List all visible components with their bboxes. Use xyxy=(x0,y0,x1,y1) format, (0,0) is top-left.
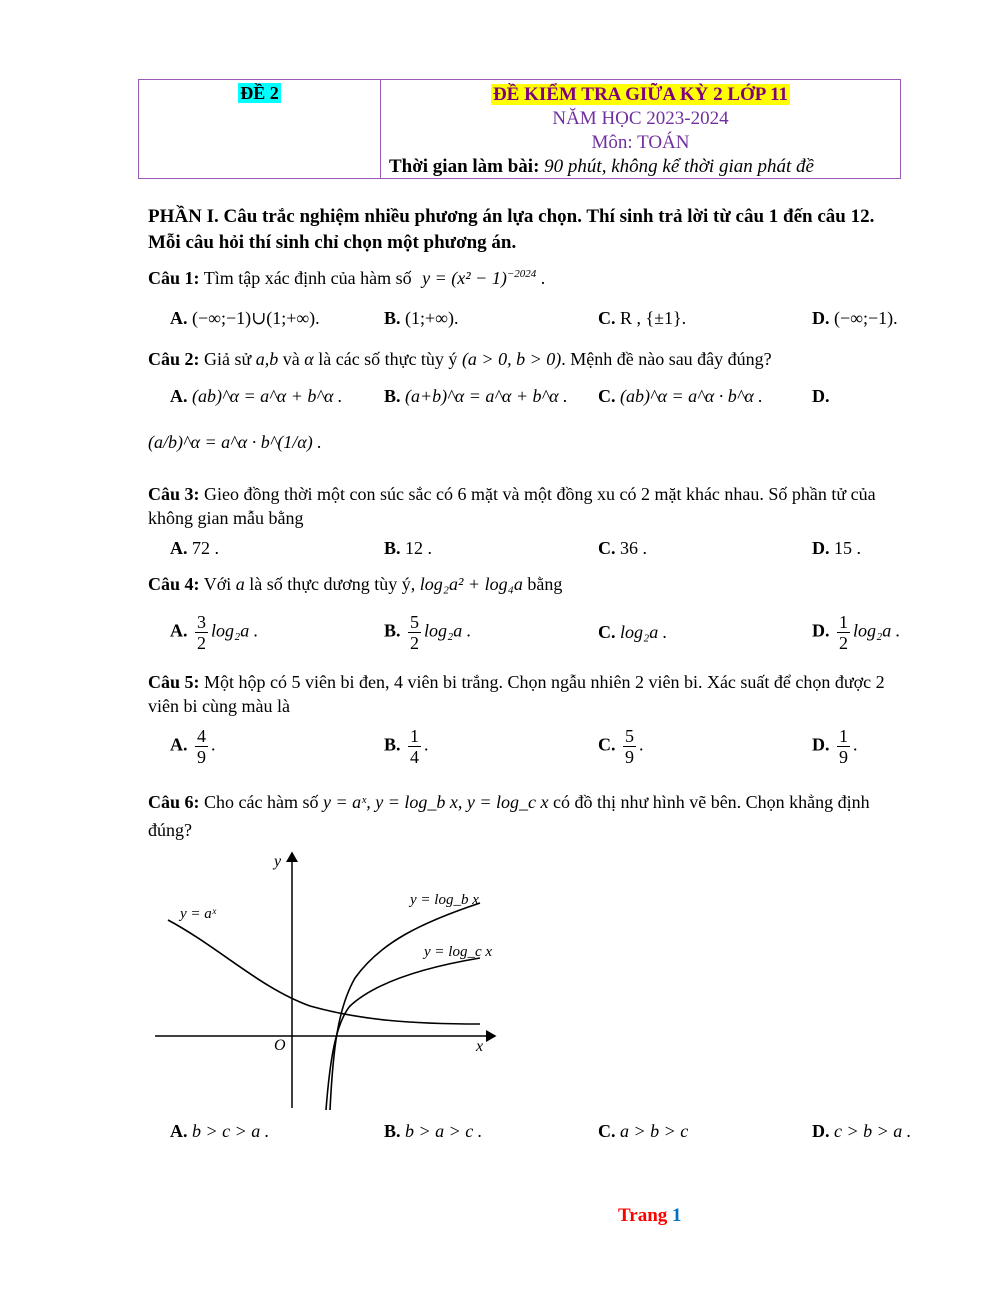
q4-var: a xyxy=(235,574,245,594)
q2-b-label: B. xyxy=(384,386,401,406)
q4-d-den: 2 xyxy=(839,633,848,653)
q6-option-a[interactable] xyxy=(170,1121,269,1142)
q5-b-den: 4 xyxy=(410,747,420,767)
q5-a-fraction xyxy=(195,726,208,767)
q4-a-num: 3 xyxy=(197,612,206,632)
q6-option-b[interactable] xyxy=(384,1121,482,1142)
q1-text: Tìm tập xác định của hàm số xyxy=(203,268,412,288)
q4-b-fraction xyxy=(408,612,421,653)
q5-option-b[interactable]: B. $\frac{1}{4}$ . xyxy=(384,726,429,767)
curve-b-label: y = log_b x xyxy=(410,892,479,908)
q5-d-den: 9 xyxy=(839,747,848,767)
q1-option-d[interactable] xyxy=(812,308,898,329)
q4-b-log: log₂a . xyxy=(424,620,472,641)
q4-a-fraction xyxy=(195,612,208,653)
q4-d-num: 1 xyxy=(839,612,848,632)
q4-d-log: log₂a . xyxy=(853,620,901,641)
q2-c-text: (ab)^α = a^α · b^α . xyxy=(620,386,763,406)
q5-c-fraction xyxy=(623,726,636,767)
q6-d-label: D. xyxy=(812,1121,830,1141)
question-6 xyxy=(148,788,918,844)
q6-a-text: b > c > a . xyxy=(192,1121,270,1141)
q3-b-text: 12 . xyxy=(405,538,433,558)
curve-log-b xyxy=(330,903,480,1110)
q3-d-text: 15 . xyxy=(834,538,861,558)
q1-c-text: R , {±1}. xyxy=(620,308,687,328)
q1-label: Câu 1: xyxy=(148,268,200,288)
q4-a-den: 2 xyxy=(197,633,206,653)
q3-text: Gieo đồng thời một con súc sắc có 6 mặt và một đồng xu có 2 mặt khác nhau. Số phần tử của không gian mẫu bằng xyxy=(148,484,876,528)
q3-c-text: 36 . xyxy=(620,538,647,558)
q6-a-label: A. xyxy=(170,1121,188,1141)
question-5 xyxy=(148,670,918,718)
q1-a-text: (−∞;−1)∪(1;+∞). xyxy=(192,308,320,328)
q4-b-num: 5 xyxy=(410,612,420,632)
q1-option-a[interactable] xyxy=(170,308,320,329)
q4-option-d[interactable] xyxy=(812,612,900,653)
part-title: PHẦN I. Câu trắc nghiệm nhiều phương án lựa chọn. Thí sinh trả lời từ câu 1 đến câu 12. Mỗi câu hỏi thí sinh chỉ chọn một phương án. xyxy=(148,206,875,253)
q4-option-a[interactable] xyxy=(170,612,258,653)
footer-label: Trang xyxy=(618,1205,668,1226)
q2-d-label: D. xyxy=(812,386,830,406)
q2-cond: (a > 0, b > 0) xyxy=(461,349,562,369)
question-2 xyxy=(148,347,772,371)
q4-text-3: bằng xyxy=(527,574,563,594)
q3-label: Câu 3: xyxy=(148,484,200,504)
q2-option-a[interactable] xyxy=(170,386,342,407)
q4-c-log: log₂a . xyxy=(620,622,668,642)
q6-c-text: a > b > c xyxy=(620,1121,689,1141)
q2-vars: a,b xyxy=(255,349,279,369)
q3-option-a[interactable] xyxy=(170,538,219,559)
curve-a-x xyxy=(168,920,480,1024)
q6-text-2: có đồ thị như hình vẽ bên. Chọn khẳng định đúng? xyxy=(148,792,870,840)
exam-code-cell xyxy=(139,80,381,178)
q5-a-label: A. xyxy=(170,734,188,755)
q2-b-text: (a+b)^α = a^α + b^α . xyxy=(405,386,568,406)
q2-label: Câu 2: xyxy=(148,349,200,369)
y-axis-label: y xyxy=(274,853,282,870)
curve-log-c xyxy=(326,958,480,1110)
q4-expr: log₂a² + log₄a xyxy=(419,574,523,594)
q5-option-a[interactable]: A. $\frac{4}{9}$ . xyxy=(170,726,216,767)
curve-a-label: y = aˣ xyxy=(180,906,217,922)
q2-a-label: A. xyxy=(170,386,188,406)
q1-option-b[interactable] xyxy=(384,308,459,329)
q4-a-log: log₂a . xyxy=(211,620,259,641)
q6-option-d[interactable] xyxy=(812,1121,911,1142)
q1-option-c[interactable] xyxy=(598,308,686,329)
q4-b-label: B. xyxy=(384,620,401,641)
exam-title: ĐỀ KIỂM TRA GIỮA KỲ 2 LỚP 11 xyxy=(492,84,789,105)
q2-d-text: (a/b)^α = a^α · b^(1/α) . xyxy=(148,432,322,452)
q4-option-b[interactable] xyxy=(384,612,471,653)
curve-c-label: y = log_c x xyxy=(424,944,493,960)
q6-text-1: Cho các hàm số xyxy=(204,792,319,812)
q5-option-d[interactable]: D. $\frac{1}{9}$ . xyxy=(812,726,858,767)
q5-a-num: 4 xyxy=(197,726,206,746)
q3-b-label: B. xyxy=(384,538,401,558)
q5-b-num: 1 xyxy=(410,726,420,746)
q6-c-label: C. xyxy=(598,1121,616,1141)
q4-b-den: 2 xyxy=(410,633,420,653)
q1-b-label: B. xyxy=(384,308,401,328)
q2-option-d-expr[interactable] xyxy=(148,432,322,453)
exam-header xyxy=(138,79,901,179)
q4-text-2: là số thực dương tùy ý, xyxy=(249,574,416,594)
time-value: 90 phút, không kể thời gian phát đề xyxy=(544,156,814,177)
q1-d-label: D. xyxy=(812,308,830,328)
q2-a-text: (ab)^α = a^α + b^α . xyxy=(192,386,343,406)
q2-text-1: Giả sử xyxy=(204,349,252,369)
q1-exp: −2024 xyxy=(506,268,537,280)
q3-d-label: D. xyxy=(812,538,830,558)
q4-a-label: A. xyxy=(170,620,188,641)
q2-text-2: và xyxy=(282,349,300,369)
q5-b-label: B. xyxy=(384,734,401,755)
q1-c-label: C. xyxy=(598,308,616,328)
question-4 xyxy=(148,572,562,596)
q3-option-c[interactable] xyxy=(598,538,647,559)
q4-d-fraction xyxy=(837,612,850,653)
q3-option-b[interactable] xyxy=(384,538,432,559)
q5-d-num: 1 xyxy=(839,726,848,746)
q3-c-label: C. xyxy=(598,538,616,558)
q5-c-den: 9 xyxy=(625,747,634,767)
q2-option-c[interactable] xyxy=(598,386,763,407)
page-footer xyxy=(618,1205,682,1227)
q5-a-den: 9 xyxy=(197,747,206,767)
q5-text: Một hộp có 5 viên bi đen, 4 viên bi trắng. Chọn ngẫu nhiên 2 viên bi. Xác suất để chọn được 2 viên bi cùng màu là xyxy=(148,672,885,716)
q2-option-d[interactable] xyxy=(812,386,830,407)
q5-c-num: 5 xyxy=(625,726,634,746)
q5-option-c[interactable]: C. $\frac{5}{9}$ . xyxy=(598,726,644,767)
x-axis-label: x xyxy=(476,1038,484,1055)
q2-option-b[interactable] xyxy=(384,386,568,407)
exam-info-cell xyxy=(381,80,900,178)
q6-b-label: B. xyxy=(384,1121,401,1141)
q5-c-label: C. xyxy=(598,734,616,755)
q5-b-fraction xyxy=(408,726,421,767)
q6-label: Câu 6: xyxy=(148,792,200,812)
q1-b-text: (1;+∞). xyxy=(405,308,459,328)
q1-a-label: A. xyxy=(170,308,188,328)
q6-b-text: b > a > c . xyxy=(405,1121,483,1141)
question-1: Câu 1: Tìm tập xác định của hàm số $y = (x^2 - 1)^{-2024}$ . xyxy=(148,268,546,288)
time-line xyxy=(381,155,900,179)
time-label: Thời gian làm bài: xyxy=(389,156,540,177)
q4-option-c[interactable] xyxy=(598,622,667,643)
question-3 xyxy=(148,482,918,530)
q4-label: Câu 4: xyxy=(148,574,200,594)
q4-c-label: C. xyxy=(598,622,616,642)
exam-code: ĐỀ 2 xyxy=(240,83,279,103)
q3-a-text: 72 . xyxy=(192,538,219,558)
q5-label: Câu 5: xyxy=(148,672,200,692)
q2-alpha: α xyxy=(304,349,314,369)
q6-funcs: y = aˣ, y = log_b x, y = log_c x xyxy=(322,792,549,812)
q1-d-text: (−∞;−1). xyxy=(834,308,898,328)
q1-func: y = (x² − 1) xyxy=(422,268,507,288)
q2-text-4: . Mệnh đề nào sau đây đúng? xyxy=(561,349,772,369)
q6-graph xyxy=(150,848,500,1110)
subject: Môn: TOÁN xyxy=(591,132,690,153)
q4-text-1: Với xyxy=(203,574,232,594)
q4-d-label: D. xyxy=(812,620,830,641)
q5-d-fraction xyxy=(837,726,850,767)
q3-a-label: A. xyxy=(170,538,188,558)
q2-text-3: là các số thực tùy ý xyxy=(318,349,458,369)
q3-option-d[interactable] xyxy=(812,538,861,559)
school-year: NĂM HỌC 2023-2024 xyxy=(552,108,729,129)
q6-option-c[interactable] xyxy=(598,1121,688,1142)
footer-page-number: 1 xyxy=(672,1205,682,1226)
q5-d-label: D. xyxy=(812,734,830,755)
q2-c-label: C. xyxy=(598,386,616,406)
q6-d-text: c > b > a . xyxy=(834,1121,912,1141)
origin-label: O xyxy=(274,1037,286,1054)
